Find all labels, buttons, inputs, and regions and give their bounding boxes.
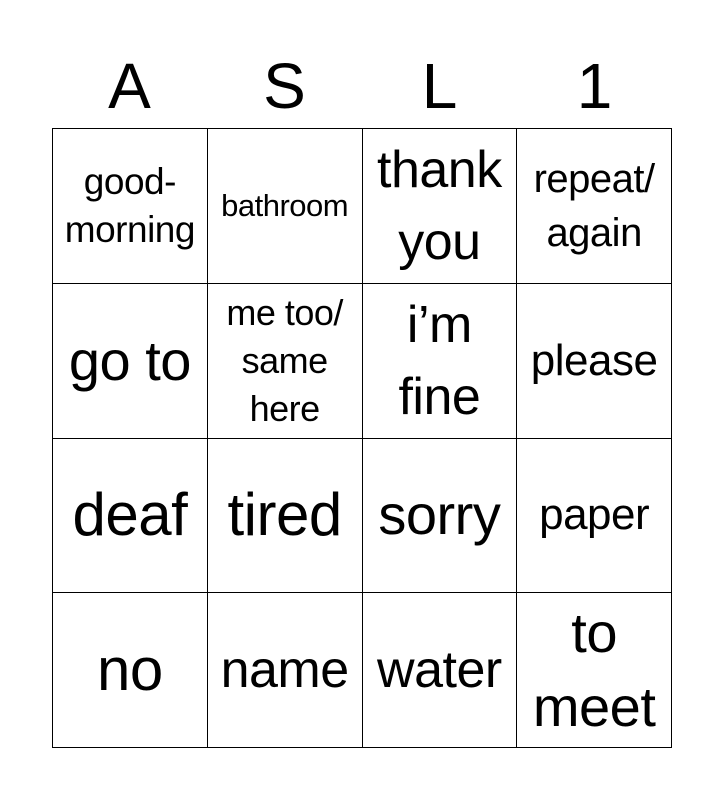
cell-label: to meet (532, 601, 656, 739)
bingo-cell[interactable] (53, 593, 208, 748)
cell-label: tired (227, 481, 342, 549)
bingo-grid (52, 128, 672, 748)
header-letter-2: S (263, 50, 306, 122)
header-letter-1: A (108, 50, 151, 122)
cell-label: water (377, 641, 502, 700)
cell-label: sorry (378, 483, 501, 547)
bingo-cell[interactable] (363, 593, 518, 748)
bingo-cell[interactable] (53, 284, 208, 439)
bingo-header (52, 46, 672, 126)
cell-label: name (220, 641, 349, 700)
cell-label: bathroom (221, 188, 349, 224)
cell-label: paper (539, 490, 650, 540)
bingo-cell[interactable] (208, 439, 363, 594)
bingo-cell[interactable] (53, 439, 208, 594)
cell-label: thank you (377, 140, 502, 271)
bingo-cell[interactable] (208, 284, 363, 439)
cell-label: repeat/ again (533, 156, 655, 255)
bingo-cell[interactable] (517, 284, 672, 439)
bingo-cell[interactable] (363, 284, 518, 439)
bingo-cell[interactable] (363, 129, 518, 284)
cell-label: good- morning (64, 160, 195, 250)
header-letter-4: 1 (576, 50, 613, 122)
cell-label: no (97, 636, 163, 704)
cell-label: please (530, 335, 658, 385)
header-letter-3: L (421, 50, 458, 122)
bingo-cell[interactable] (517, 129, 672, 284)
bingo-cell[interactable] (363, 439, 518, 594)
cell-label: me too/ same here (226, 291, 343, 429)
cell-label: go to (68, 328, 191, 392)
bingo-cell[interactable] (208, 129, 363, 284)
cell-label: i’m fine (398, 295, 481, 426)
bingo-cell[interactable] (517, 439, 672, 594)
bingo-cell[interactable] (208, 593, 363, 748)
bingo-cell[interactable] (517, 593, 672, 748)
cell-label: deaf (72, 481, 188, 549)
bingo-cell[interactable] (53, 129, 208, 284)
